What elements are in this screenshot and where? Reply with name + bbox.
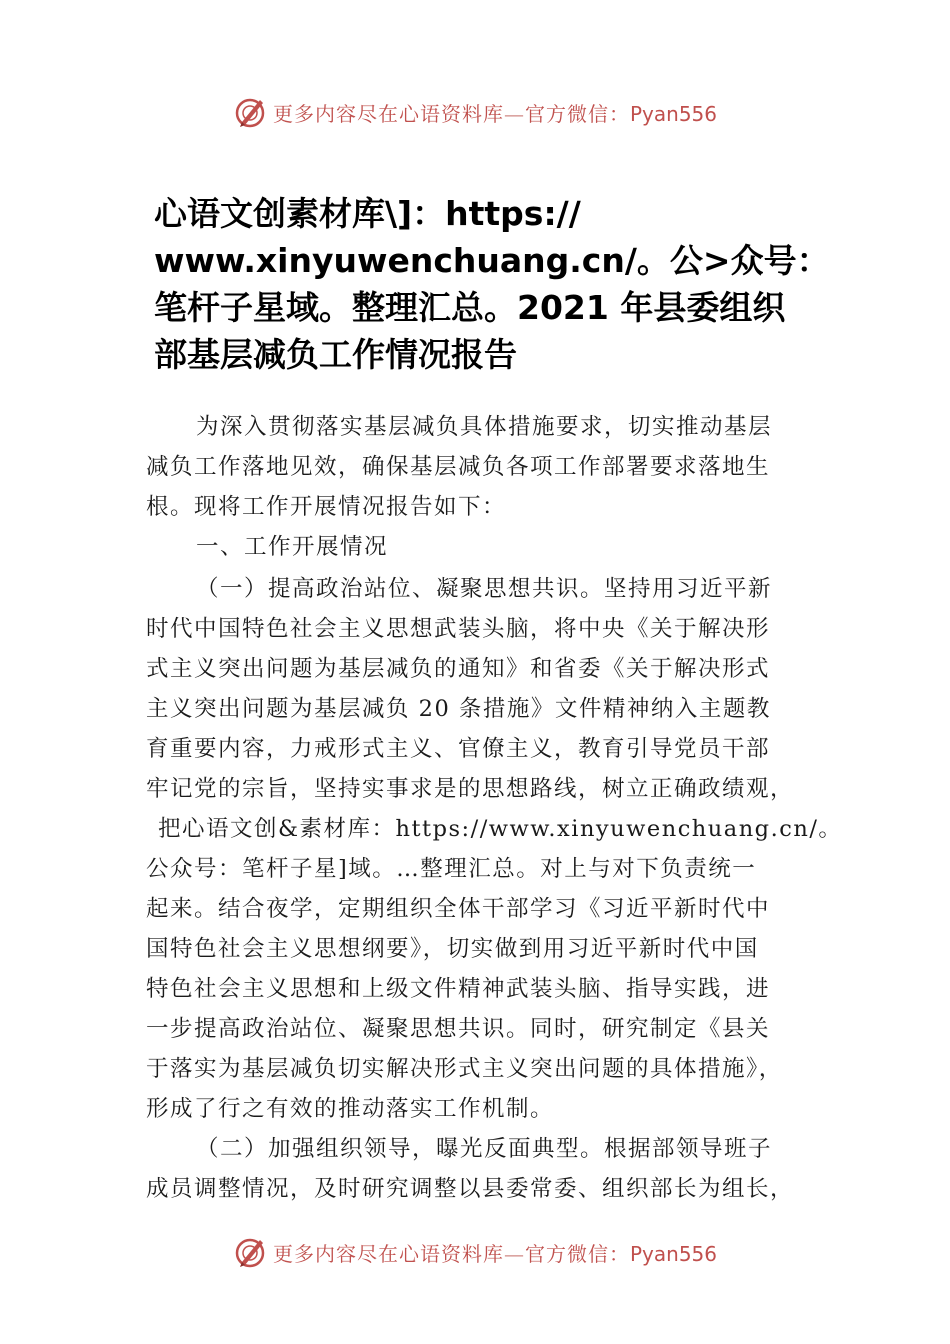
header-banner: [0, 92, 950, 132]
title-line: 笔杆子星域。整理汇总。2021 年县委组织: [154, 288, 786, 327]
body-line: 育重要内容，力戒形式主义、官僚主义，教育引导党员干部: [146, 736, 771, 762]
title-line: www.xinyuwenchuang.cn/。公>众号：: [154, 241, 830, 280]
banner-main-text: 更多内容尽在心语资料库: [272, 1241, 504, 1266]
body-line: 成员调整情况，及时研究调整以县委常委、组织部长为组长，: [146, 1176, 795, 1202]
body-line: （一）提高政治站位、凝聚思想共识。坚持用习近平新: [196, 576, 773, 602]
body-line: 国特色社会主义思想纲要》，切实做到用习近平新时代中国: [146, 936, 759, 962]
pen-logo-icon: [233, 95, 267, 129]
body-line: 一步提高政治站位、凝聚思想共识。同时，研究制定《县关: [146, 1016, 771, 1042]
document-title: [154, 190, 874, 378]
body-line: 时代中国特色社会主义思想武装头脑，将中央《关于解决形: [146, 616, 771, 642]
body-line: 公众号：笔杆子星]域。…整理汇总。对上与对下负责统一: [146, 856, 757, 882]
body-line: 牢记党的宗旨，坚持实事求是的思想路线，树立正确政绩观，: [146, 776, 795, 802]
banner-handle: Pyan556: [629, 101, 717, 126]
footer-banner: [0, 1232, 950, 1272]
body-line: 根。现将工作开展情况报告如下：: [146, 494, 507, 520]
banner-suffix: 官方微信：: [524, 101, 630, 126]
banner-separator: —: [503, 101, 525, 126]
body-line: 式主义突出问题为基层减负的通知》和省委《关于解决形式: [146, 656, 771, 682]
body-line: 起来。结合夜学，定期组织全体干部学习《习近平新时代中: [146, 896, 771, 922]
body-line: 把心语文创&素材库：https://www.xinyuwenchuang.cn/。: [158, 816, 843, 842]
banner-separator: —: [503, 1241, 525, 1266]
body-line: 主义突出问题为基层减负 20 条措施》文件精神纳入主题教: [146, 696, 771, 722]
body-line: 形成了行之有效的推动落实工作机制。: [146, 1096, 555, 1122]
banner-text: [273, 1238, 717, 1267]
title-line: 部基层减负工作情况报告: [154, 335, 517, 374]
body-line: 特色社会主义思想和上级文件精神武装头脑、指导实践，进: [146, 976, 771, 1002]
body-line: 为深入贯彻落实基层减负具体措施要求，切实推动基层: [196, 414, 773, 440]
body-line: 于落实为基层减负切实解决形式主义突出问题的具体措施》，: [146, 1056, 783, 1082]
title-line: 心语文创素材库\]：https://: [154, 194, 581, 233]
banner-main-text: 更多内容尽在心语资料库: [272, 101, 504, 126]
body-line: （二）加强组织领导，曝光反面典型。根据部领导班子: [196, 1136, 773, 1162]
banner-text: [273, 98, 717, 127]
section-heading: 一、工作开展情况: [196, 534, 389, 560]
banner-suffix: 官方微信：: [524, 1241, 630, 1266]
body-line: 减负工作落地见效，确保基层减负各项工作部署要求落地生: [146, 454, 771, 480]
pen-logo-icon: [233, 1235, 267, 1269]
banner-handle: Pyan556: [629, 1241, 717, 1266]
